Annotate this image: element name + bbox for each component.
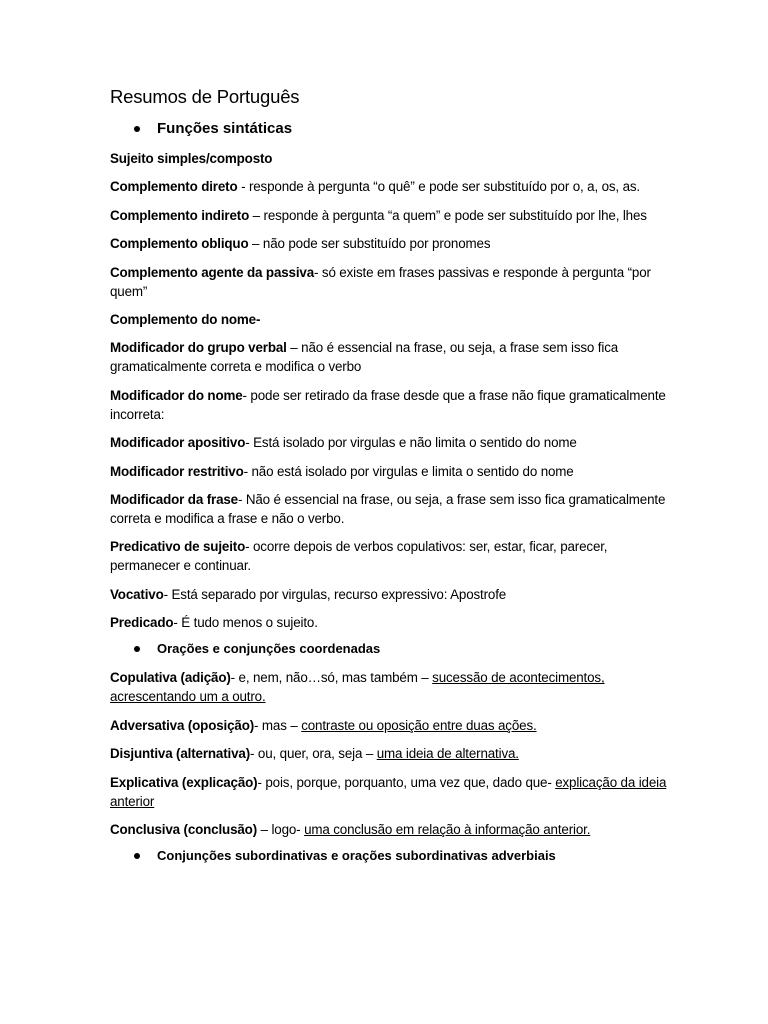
definition-text: – responde à pergunta “a quem” e pode ser substituído por lhe, lhes bbox=[249, 207, 647, 223]
conjunction-text: - pois, porque, porquanto, uma vez que, dado que- bbox=[257, 774, 556, 790]
definition-item bbox=[110, 386, 672, 424]
document-title: Resumos de Português bbox=[110, 86, 300, 107]
definition-term: Complemento obliquo bbox=[110, 236, 249, 252]
section-heading-oracoes-coordenadas bbox=[110, 641, 672, 656]
section-heading-text: Conjunções subordinativas e orações subordinativas adverbiais bbox=[157, 848, 556, 864]
conjunction-text: - ou, quer, ora, seja – bbox=[250, 746, 377, 762]
section-heading-text: Orações e conjunções coordenadas bbox=[157, 641, 381, 657]
conjunction-term: Conclusiva (conclusão) bbox=[110, 822, 258, 838]
definition-term: Complemento agente da passiva bbox=[110, 264, 315, 280]
definition-term: Complemento do nome- bbox=[110, 311, 261, 327]
definition-text: - Não é essencial na frase, ou seja, a frase sem isso fica gramaticalmente correta e modifica a frase e não o verbo. bbox=[110, 491, 666, 526]
definition-text: – não é essencial na frase, ou seja, a frase sem isso fica gramaticalmente correta e modifica o verbo bbox=[110, 340, 619, 375]
conjunction-text: - e, nem, não…só, mas também – bbox=[230, 670, 433, 686]
definition-text: - só existe em frases passivas e responde à pergunta “por quem” bbox=[110, 264, 651, 299]
definition-item bbox=[110, 490, 672, 528]
bullet-icon bbox=[134, 853, 140, 859]
definition-text: - não está isolado por virgulas e limita o sentido do nome bbox=[243, 463, 574, 479]
conjunction-term: Disjuntiva (alternativa) bbox=[110, 746, 251, 762]
definition-text: - ocorre depois de verbos copulativos: ser, estar, ficar, parecer, permanecer e continuar. bbox=[110, 539, 608, 574]
definition-item bbox=[110, 177, 672, 196]
conjunction-meaning: uma conclusão em relação à informação anterior. bbox=[304, 822, 591, 838]
conjunction-term: Copulativa (adição) bbox=[110, 670, 231, 686]
definition-item bbox=[110, 263, 672, 301]
definition-item bbox=[110, 206, 672, 225]
definition-item bbox=[110, 537, 672, 575]
definition-term: Predicado bbox=[110, 615, 174, 631]
definition-text: - Está separado por virgulas, recurso expressivo: Apostrofe bbox=[163, 586, 507, 602]
definition-text: - Está isolado por virgulas e não limita o sentido do nome bbox=[245, 435, 577, 451]
definition-term: Modificador restritivo bbox=[110, 463, 244, 479]
definition-text: – não pode ser substituído por pronomes bbox=[248, 236, 491, 252]
conjunction-term: Explicativa (explicação) bbox=[110, 774, 258, 790]
section-heading-subordinativas bbox=[110, 848, 672, 863]
definition-item bbox=[110, 585, 672, 604]
conjunction-text: - mas – bbox=[254, 717, 302, 733]
bullet-icon bbox=[134, 646, 140, 652]
section-heading-text: Funções sintáticas bbox=[157, 120, 293, 137]
definition-item bbox=[110, 149, 672, 168]
section-heading-funcoes bbox=[110, 120, 672, 137]
definition-item bbox=[110, 234, 672, 253]
definition-term: Modificador da frase bbox=[110, 491, 238, 507]
conjunction-text: – logo- bbox=[257, 822, 305, 838]
conjunction-item bbox=[110, 820, 672, 839]
bullet-icon bbox=[134, 126, 140, 132]
conjunction-meaning: contraste ou oposição entre duas ações. bbox=[301, 717, 537, 733]
definition-term: Complemento indireto bbox=[110, 207, 250, 223]
definition-item bbox=[110, 338, 672, 376]
conjunction-item bbox=[110, 744, 672, 763]
conjunction-item bbox=[110, 716, 672, 735]
definition-item bbox=[110, 613, 672, 632]
definition-term: Vocativo bbox=[110, 586, 164, 602]
conjunction-item bbox=[110, 668, 672, 706]
definition-term: Modificador do nome bbox=[110, 387, 243, 403]
definition-term: Complemento direto bbox=[110, 179, 238, 195]
definition-term: Modificador do grupo verbal bbox=[110, 340, 287, 356]
definition-text: - responde à pergunta “o quê” e pode ser substituído por o, a, os, as. bbox=[237, 179, 640, 195]
conjunction-item bbox=[110, 773, 672, 811]
definition-item bbox=[110, 433, 672, 452]
conjunction-meaning: sucessão de acontecimentos, acrescentando um a outro. bbox=[110, 670, 605, 705]
definition-term: Predicativo de sujeito bbox=[110, 539, 246, 555]
definition-term: Modificador apositivo bbox=[110, 435, 246, 451]
definition-term: Sujeito simples/composto bbox=[110, 151, 273, 166]
conjunction-meaning: explicação da ideia anterior bbox=[110, 774, 667, 809]
definition-item bbox=[110, 462, 672, 481]
definition-text: - É tudo menos o sujeito. bbox=[173, 615, 318, 631]
definition-text: - pode ser retirado da frase desde que a frase não fique gramaticalmente incorreta: bbox=[110, 387, 666, 422]
conjunction-meaning: uma ideia de alternativa. bbox=[376, 746, 519, 762]
definition-item bbox=[110, 310, 672, 329]
conjunction-term: Adversativa (oposição) bbox=[110, 717, 255, 733]
